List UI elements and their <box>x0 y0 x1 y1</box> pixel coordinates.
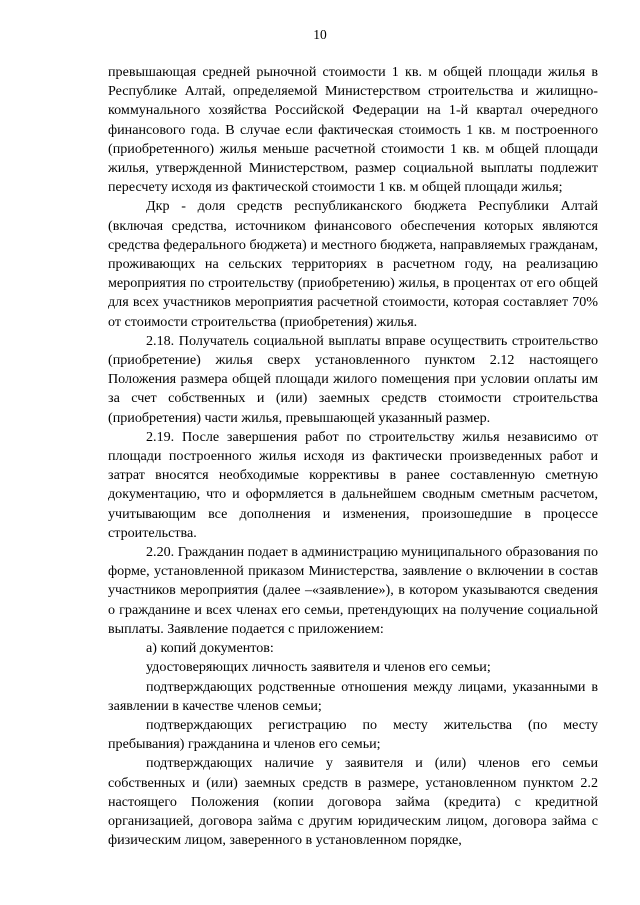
list-item-kinship: подтверждающих родственные отношения между лицами, указанными в заявлении в качестве членов семьи; <box>108 678 598 714</box>
list-item-registration: подтверждающих регистрацию по месту жительства (по месту пребывания) гражданина и членов его семьи; <box>108 716 598 753</box>
paragraph-2-20: 2.20. Гражданин подает в администрацию муниципального образования по форме, установленной приказом Министерства, заявление о включении в состав участников мероприятия (далее –«заявление»), в котором указываются сведения о гражданине и всех членах его семьи, претендующих на получение социальной выплаты. Заявление подается с приложением: <box>108 544 598 637</box>
paragraph-dkr-definition: Дкр - доля средств республиканского бюджета Республики Алтай (включая средства, источником финансового обеспечения которых являются средства федерального бюджета) и местного бюджета, направляемых гражданам, проживающих на сельских территориях в расчетном году, на реализацию мероприятия по строительству (приобретению) жилья, в процентах от его общей для всех участников мероприятия расчетной стоимости, которая составляет 70% от стоимости строительства (приобретения) жилья. <box>108 198 598 330</box>
document-body <box>108 63 598 850</box>
page-number: 10 <box>313 27 327 42</box>
list-item-identity: удостоверяющих личность заявителя и членов его семьи; <box>146 659 491 676</box>
paragraph-2-18: 2.18. Получатель социальной выплаты вправе осуществить строительство (приобретение) жилья сверх установленного пунктом 2.12 настоящего Положения размера общей площади жилого помещения при условии оплаты им за счет собственных и (или) заемных средств стоимости строительства (приобретения) части жилья, превышающей указанный размер. <box>108 332 598 426</box>
list-item-funds: подтверждающих наличие у заявителя и (или) членов его семьи собственных и (или) заемных средств в размере, установленном пунктом 2.2 настоящего Положения (копии договора займа (кредита) с кредитной организацией, договора займа с другим юридическим лицом, договора займа с физическим лицом, заверенного в установленном порядке, <box>108 755 598 849</box>
paragraph-2-19: 2.19. После завершения работ по строительству жилья независимо от площади построенного жилья исходя из фактически произведенных работ и затрат вносятся необходимые коррективы в ранее составленную сметную документацию, что и оформляется в дальнейшем сводным сметным расчетом, учитывающим все дополнения и изменения, произошедшие в процессе строительства. <box>108 428 598 541</box>
paragraph-continuation: превышающая средней рыночной стоимости 1 кв. м общей площади жилья в Республике Алтай, определяемой Министерством строительства и жилищно-коммунального хозяйства Российской Федерации на 1-й квартал очередного финансового года. В случае если фактическая стоимость 1 кв. м построенного (приобретенного) жилья меньше расчетной стоимости 1 кв. м общей площади жилья, утвержденной Министерством, размер социальной выплаты подлежит пересчету исходя из фактической стоимости 1 кв. м общей площади жилья; <box>108 64 598 196</box>
list-item-document-copies: а) копий документов: <box>146 640 274 657</box>
